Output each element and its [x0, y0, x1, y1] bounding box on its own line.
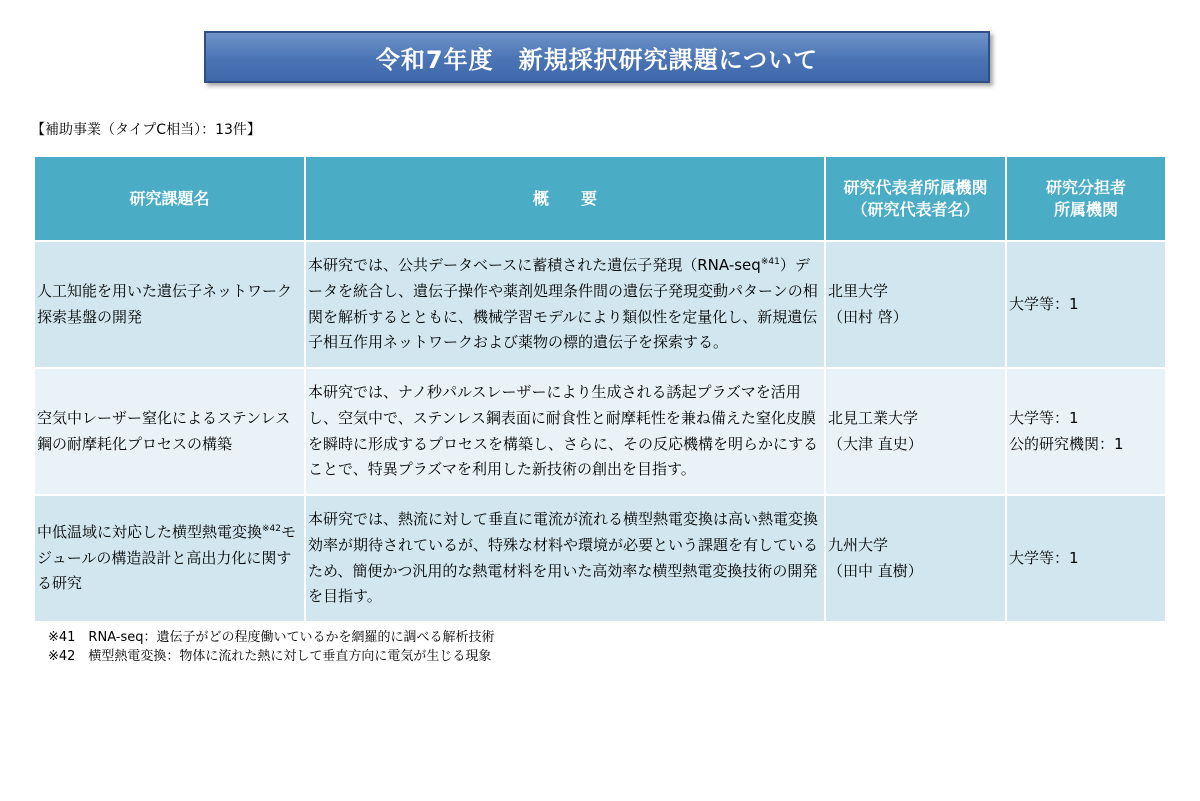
page-title-banner [204, 31, 990, 83]
footnote-ref: ※42 [262, 523, 282, 534]
header-institution: 研究代表者所属機関 （研究代表者名） [825, 156, 1006, 241]
section-subtitle: 【補助事業（タイプC相当）：13件】 [31, 122, 261, 138]
topic-cell: 中低温域に対応した横型熱電変換$^{※42}$モジュールの構造設計と高出力化に関する研究 [34, 495, 305, 622]
institution-cell: 北見工業大学 （大津 直史） [825, 368, 1006, 495]
footnote-ref: ※41 [760, 256, 780, 267]
table-header-row [34, 156, 1166, 241]
partners-cell: 大学等：1 [1006, 495, 1166, 622]
topic-cell: 空気中レーザー窒化によるステンレス鋼の耐摩耗化プロセスの構築 [34, 368, 305, 495]
header-partners: 研究分担者 所属機関 [1006, 156, 1166, 241]
partners-cell: 大学等：1 公的研究機関：1 [1006, 368, 1166, 495]
page-title: 令和7年度 新規採択研究課題について [375, 45, 819, 74]
summary-cell: 本研究では、熱流に対して垂直に電流が流れる横型熱電変換は高い熱電変換効率が期待されているが、特殊な材料や環境が必要という課題を有しているため、簡便かつ汎用的な熱電材料を用いた高効率な横型熱電変換技術の開発を目指す。 [305, 495, 825, 622]
table-row [34, 368, 1166, 495]
topic-cell: 人工知能を用いた遺伝子ネットワーク探索基盤の開発 [34, 241, 305, 368]
footnotes [48, 628, 495, 666]
footnote-42: ※42 横型熱電変換：物体に流れた熱に対して垂直方向に電気が生じる現象 [48, 649, 492, 664]
table-row [34, 495, 1166, 622]
summary-cell: 本研究では、公共データベースに蓄積された遺伝子発現（RNA-seq$^{※41}$）データを統合し、遺伝子操作や薬剤処理条件間の遺伝子発現変動パターンの相関を解析するとともに、機械学習モデルにより類似性を定量化し、新規遺伝子相互作用ネットワークおよび薬物の標的遺伝子を探索する。 [305, 241, 825, 368]
header-summary: 概 要 [305, 156, 825, 241]
institution-cell: 九州大学 （田中 直樹） [825, 495, 1006, 622]
summary-cell: 本研究では、ナノ秒パルスレーザーにより生成される誘起プラズマを活用し、空気中で、ステンレス鋼表面に耐食性と耐摩耗性を兼ね備えた窒化皮膜を瞬時に形成するプロセスを構築し、さらに、その反応機構を明らかにすることで、特異プラズマを利用した新技術の創出を目指す。 [305, 368, 825, 495]
footnote-41: ※41 RNA-seq：遺伝子がどの程度働いているかを網羅的に調べる解析技術 [48, 630, 495, 645]
institution-cell: 北里大学 （田村 啓） [825, 241, 1006, 368]
table-row [34, 241, 1166, 368]
research-projects-table [33, 155, 1167, 623]
partners-cell: 大学等：1 [1006, 241, 1166, 368]
header-topic: 研究課題名 [34, 156, 305, 241]
